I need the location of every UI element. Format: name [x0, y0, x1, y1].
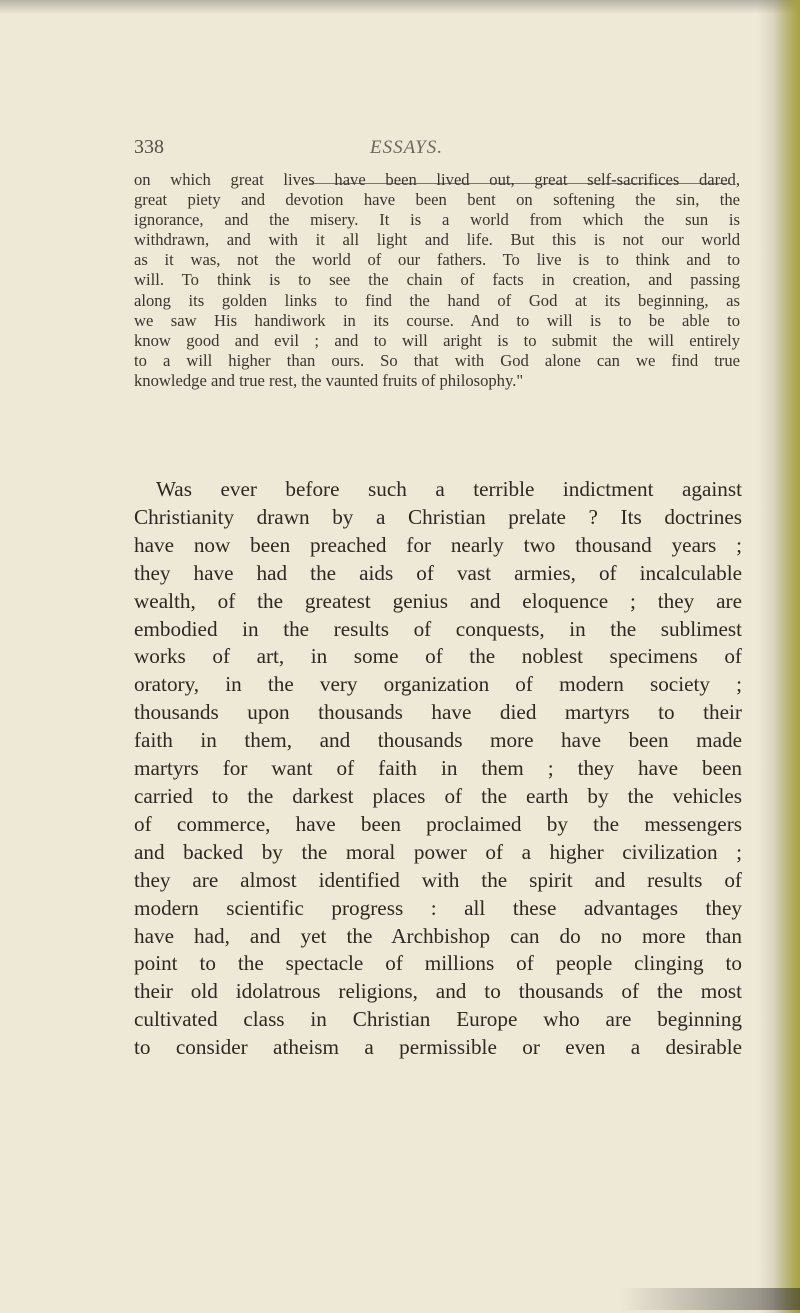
quote-line: knowledge and true rest, the vaunted fruits of philosophy.": [134, 370, 524, 390]
page-number: 338: [134, 136, 164, 158]
page-header: [120, 136, 760, 166]
body-line: wealth, of the greatest genius and eloquence ; they are: [134, 588, 742, 613]
body-line: embodied in the results of conquests, in the sublimest: [134, 616, 742, 641]
body-line: works of art, in some of the noblest specimens of: [134, 644, 742, 669]
body-line: thousands upon thousands have died martyrs to their: [134, 700, 742, 725]
body-line: martyrs for want of faith in them ; they have been: [134, 756, 742, 781]
page-top-shadow: [0, 0, 800, 14]
body-line: have had, and yet the Archbishop can do no more than: [134, 923, 742, 948]
body-line: of commerce, have been proclaimed by the messengers: [134, 811, 742, 836]
quote-line: on which great lives have been lived out, great self-sacrifices dared,: [134, 170, 740, 189]
body-line: faith in them, and thousands more have been made: [134, 728, 742, 753]
body-line: oratory, in the very organization of modern society ;: [134, 672, 742, 697]
body-line: their old idolatrous religions, and to thousands of the most: [134, 979, 742, 1004]
body-line: cultivated class in Christian Europe who are beginning: [134, 1007, 742, 1032]
body-line: Was ever before such a terrible indictment against: [156, 477, 742, 501]
quote-line: withdrawn, and with it all light and life. But this is not our world: [134, 230, 740, 250]
quote-line: we saw His handiwork in its course. And to will is to be able to: [134, 310, 740, 330]
page-bottom-shadow: [620, 1288, 800, 1310]
body-line: carried to the darkest places of the earth by the vehicles: [134, 783, 742, 808]
body-line: and backed by the moral power of a higher civilization ;: [134, 839, 742, 864]
body-line: have now been preached for nearly two thousand years ;: [134, 532, 742, 557]
body-line: Christianity drawn by a Christian prelate ? Its doctrines: [134, 504, 742, 529]
quote-line: as it was, not the world of our fathers. To live is to think and to: [134, 250, 740, 270]
running-title: ESSAYS.: [370, 137, 443, 158]
body-line: they are almost identified with the spirit and results of: [134, 867, 742, 892]
body-line: point to the spectacle of millions of people clinging to: [134, 951, 742, 976]
quote-line: will. To think is to see the chain of facts in creation, and passing: [134, 270, 740, 290]
quote-line: great piety and devotion have been bent on softening the sin, the: [134, 190, 740, 210]
quote-line: to a will higher than ours. So that with God alone can we find true: [134, 350, 740, 370]
quoted-passage: [134, 170, 740, 391]
body-line: they have had the aids of vast armies, of incalculable: [134, 560, 742, 585]
body-line: modern scientific progress : all these advantages they: [134, 895, 742, 920]
quote-line: know good and evil ; and to will aright is to submit the will entirely: [134, 330, 740, 350]
quote-line: along its golden links to find the hand of God at its beginning, as: [134, 290, 740, 310]
body-line: to consider atheism a permissible or even a desirable: [134, 1035, 742, 1060]
quote-line: ignorance, and the misery. It is a world from which the sun is: [134, 210, 740, 230]
page-edge-shadow: [758, 0, 800, 1313]
body-paragraph: [134, 476, 742, 1062]
